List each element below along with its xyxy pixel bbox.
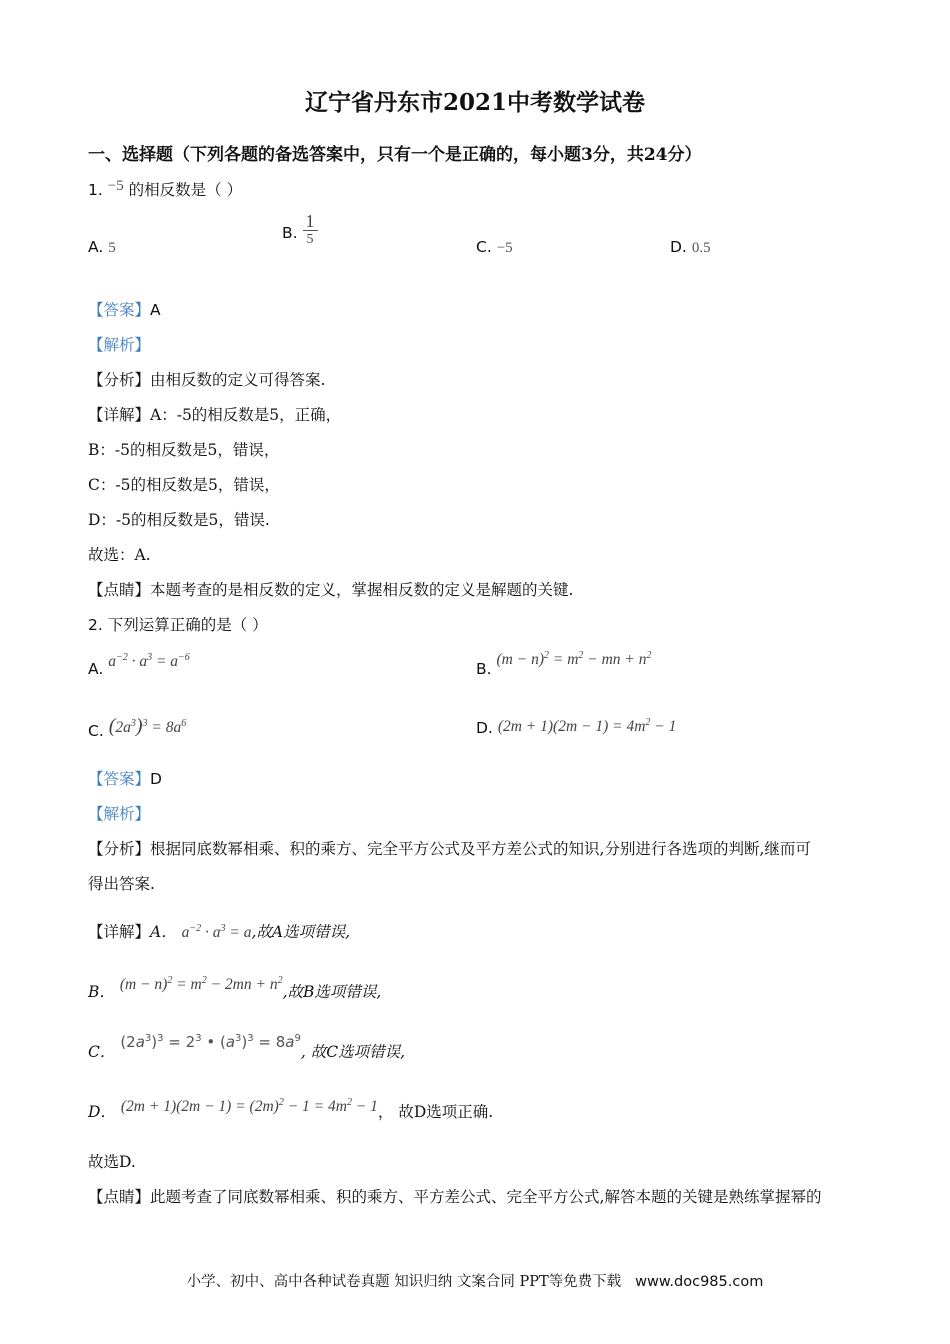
q1-detail-c: C：-5的相反数是5，错误， bbox=[88, 476, 280, 494]
q1-comment bbox=[88, 578, 573, 600]
q2-text: 下列运算正确的是（ ） bbox=[107, 616, 268, 634]
q1-fenxi bbox=[88, 368, 325, 390]
q1-detail-a bbox=[88, 403, 341, 425]
footer-text: 小学、初中、高中各种试卷真题 知识归纳 文案合同 PPT等免费下载 bbox=[186, 1274, 622, 1290]
option-label: D. bbox=[476, 719, 493, 738]
page-title: 辽宁省丹东市2021中考数学试卷 bbox=[304, 89, 645, 116]
q2-detail-b bbox=[88, 974, 382, 1002]
q1-analysis-tag: 【解析】 bbox=[88, 336, 151, 354]
question-number: 1. bbox=[88, 181, 103, 199]
option-value: −5 bbox=[496, 240, 513, 256]
denominator: 5 bbox=[303, 230, 318, 247]
page-footer bbox=[0, 1270, 950, 1291]
answer-tag: 【答案】 bbox=[88, 301, 151, 319]
detail-tag: 【详解】 bbox=[88, 923, 151, 941]
q2-detail-d bbox=[88, 1096, 494, 1122]
q2-detail-c bbox=[88, 1033, 406, 1062]
detail-text: ,故A选项错误, bbox=[251, 923, 351, 941]
section-heading: 一、选择题（下列各题的备选答案中，只有一个是正确的，每小题3分，共24分） bbox=[88, 145, 702, 165]
detail-formula: $a^{-2} \cdot a^3 = a$ bbox=[181, 922, 252, 941]
q1-math: −5 bbox=[107, 178, 124, 194]
q2-answer bbox=[88, 767, 162, 789]
comment-text: 此题考查了同底数幂相乘、积的乘方、平方差公式、完全平方公式,解答本题的关键是熟练掌握幂的 bbox=[150, 1188, 822, 1206]
comment-tag: 【点睛】 bbox=[88, 1188, 151, 1206]
option-label: D. bbox=[670, 238, 687, 256]
detail-label: D． bbox=[88, 1103, 116, 1121]
detail-label: A． bbox=[150, 923, 177, 941]
option-label: B. bbox=[476, 660, 492, 679]
q2-analysis-tag: 【解析】 bbox=[88, 805, 151, 823]
q1-option-d bbox=[670, 238, 711, 257]
fenxi-tag: 【分析】 bbox=[88, 840, 151, 858]
option-label: C. bbox=[476, 238, 492, 256]
option-formula: $a^{-2} \cdot a^3 = a^{-6}$ bbox=[108, 652, 190, 671]
comment-text: 本题考查的是相反数的定义，掌握相反数的定义是解题的关键. bbox=[150, 581, 574, 599]
option-label: A. bbox=[88, 660, 104, 679]
q1-choose: 故选：A. bbox=[88, 546, 151, 564]
footer-url[interactable]: www.doc985.com bbox=[635, 1274, 764, 1290]
detail-text: , 故C选项错误, bbox=[300, 1043, 406, 1061]
fenxi-text: 由相反数的定义可得答案. bbox=[150, 371, 326, 389]
fraction bbox=[303, 212, 318, 247]
detail-label: C． bbox=[88, 1043, 116, 1061]
detail-label: B． bbox=[88, 983, 115, 1001]
detail-tag: 【详解】 bbox=[88, 406, 151, 424]
detail-text: ， 故D选项正确. bbox=[377, 1103, 494, 1121]
q2-comment bbox=[88, 1185, 821, 1207]
q2-option-c bbox=[88, 715, 187, 742]
question-number: 2. bbox=[88, 616, 103, 634]
detail-formula: $(2a^3)^3 = 2^3$ • $(a^3)^3 = 8a^9$ bbox=[120, 1033, 301, 1051]
q1-text: 的相反数是（ ） bbox=[128, 181, 243, 199]
option-formula: $(m - n)^2 = m^2$ − mn + $n^2$ bbox=[496, 650, 652, 669]
option-value: 0.5 bbox=[691, 240, 711, 256]
detail-formula: $(2m + 1)(2m - 1) = (2m)^2 - 1 = 4m^2 - 1$ bbox=[120, 1096, 378, 1115]
q2-detail-a bbox=[88, 920, 350, 942]
q2-fenxi bbox=[88, 837, 811, 859]
fenxi-text: 根据同底数幂相乘、积的乘方、完全平方公式及平方差公式的知识,分别进行各选项的判断,继而可 bbox=[150, 840, 811, 858]
q2-fenxi-cont: 得出答案. bbox=[88, 875, 155, 893]
q1-option-c bbox=[476, 238, 513, 257]
comment-tag: 【点睛】 bbox=[88, 581, 151, 599]
option-label: C. bbox=[88, 722, 104, 740]
question-1 bbox=[88, 178, 242, 200]
q1-option-b bbox=[282, 212, 318, 247]
q1-option-a bbox=[88, 238, 116, 257]
numerator: 1 bbox=[305, 211, 315, 231]
question-2 bbox=[88, 613, 268, 635]
option-formula: $(2m + 1)(2m - 1) = 4m^2 - 1$ bbox=[497, 717, 677, 736]
option-formula: $(2a^3)^3 = 8a^6$ bbox=[108, 715, 187, 737]
option-label: B. bbox=[282, 223, 298, 242]
q2-option-d bbox=[476, 719, 676, 738]
detail-formula: $(m - n)^2 = m^2 - 2mn + n^2$ bbox=[119, 974, 283, 993]
answer-tag: 【答案】 bbox=[88, 770, 151, 788]
q2-option-a bbox=[88, 652, 190, 679]
answer-value: D bbox=[150, 770, 162, 788]
detail-text: ,故B选项错误, bbox=[282, 983, 382, 1001]
q1-answer bbox=[88, 298, 161, 320]
q1-detail-b: B：-5的相反数是5，错误， bbox=[88, 441, 280, 459]
fenxi-tag: 【分析】 bbox=[88, 371, 151, 389]
q2-option-b bbox=[476, 650, 652, 679]
option-value: 5 bbox=[108, 240, 116, 256]
answer-value: A bbox=[150, 301, 161, 319]
q1-detail-d: D：-5的相反数是5，错误. bbox=[88, 511, 270, 529]
detail-text: A：-5的相反数是5，正确， bbox=[150, 406, 342, 424]
q2-choose: 故选D. bbox=[88, 1153, 136, 1171]
option-label: A. bbox=[88, 238, 104, 256]
